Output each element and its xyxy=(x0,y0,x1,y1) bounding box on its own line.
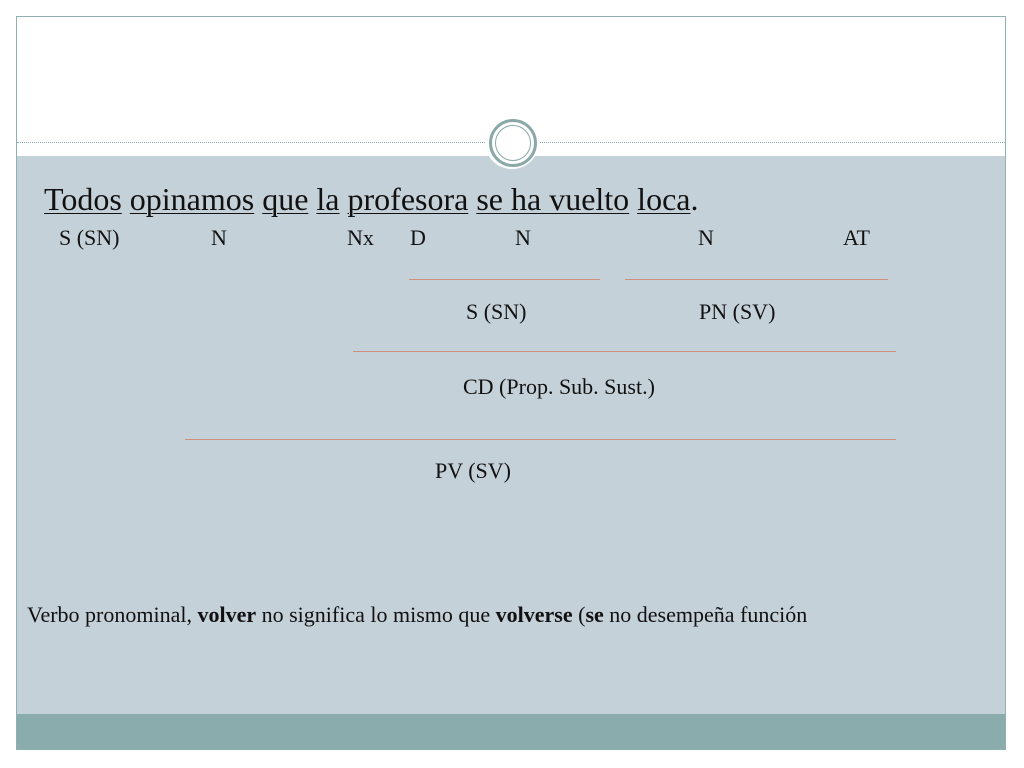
nominal-predicate-bracket-line xyxy=(625,279,888,280)
direct-object-bracket-line xyxy=(353,351,896,352)
tag-loca: AT xyxy=(843,225,870,250)
slide xyxy=(16,16,1006,750)
ornament-inner-circle-icon xyxy=(495,125,531,161)
subject-label: S (SN) xyxy=(466,299,527,324)
footer-band xyxy=(17,714,1005,750)
tag-se-ha-vuelto: N xyxy=(698,225,714,250)
word-que: que xyxy=(262,181,309,217)
word-profesora: profesora xyxy=(347,181,469,217)
subject-bracket-line xyxy=(409,279,600,280)
verbal-predicate-bracket-line xyxy=(185,439,896,440)
tag-profesora: N xyxy=(515,225,531,250)
note-bold-se: se xyxy=(585,602,604,627)
word-loca: loca xyxy=(637,181,691,217)
word-todos: Todos xyxy=(44,181,122,217)
direct-object-label: CD (Prop. Sub. Sust.) xyxy=(463,374,655,399)
note-text-1: Verbo pronominal, xyxy=(27,602,198,627)
note-bold-volverse: volverse xyxy=(495,602,573,627)
tag-opinamos: N xyxy=(211,225,227,250)
explanatory-note xyxy=(27,599,987,630)
tag-que: Nx xyxy=(347,225,374,250)
word-opinamos: opinamos xyxy=(129,181,255,217)
note-bold-volver: volver xyxy=(197,602,257,627)
note-text-4: no desempeña función xyxy=(603,602,808,627)
note-text-2: no significa lo mismo que xyxy=(256,602,496,627)
nominal-predicate-label: PN (SV) xyxy=(699,299,776,324)
tag-todos: S (SN) xyxy=(59,225,120,250)
word-la: la xyxy=(316,181,340,217)
sentence-period: . xyxy=(690,181,699,217)
tag-la: D xyxy=(410,225,426,250)
word-se-ha-vuelto: se ha vuelto xyxy=(476,181,630,217)
verbal-predicate-label: PV (SV) xyxy=(435,458,512,483)
analyzed-sentence xyxy=(44,181,698,218)
note-text-3: ( xyxy=(572,602,586,627)
